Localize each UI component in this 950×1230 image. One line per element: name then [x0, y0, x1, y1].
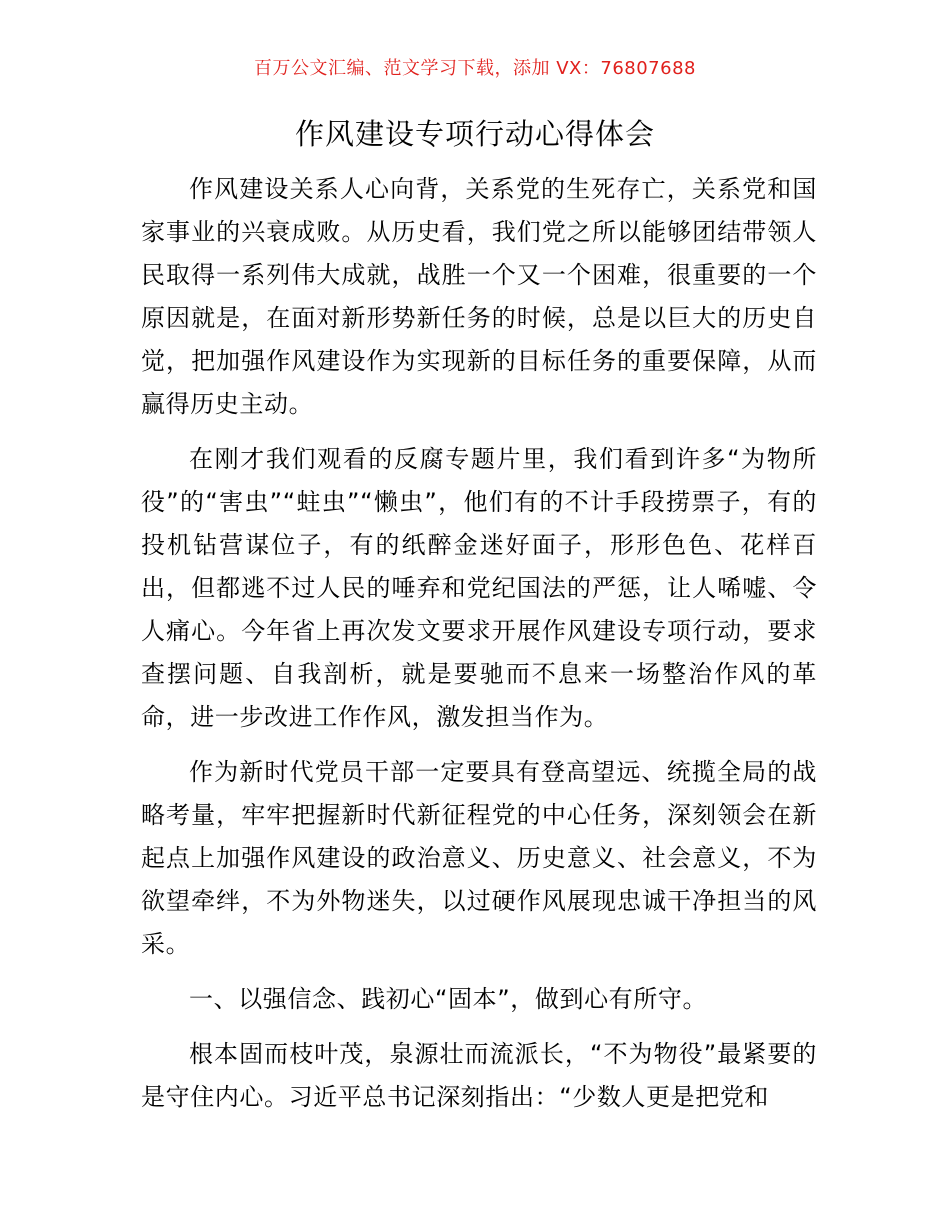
- paragraph: 作为新时代党员干部一定要具有登高望远、统揽全局的战略考量，牢牢把握新时代新征程党的中心任务，深刻领会在新起点上加强作风建设的政治意义、历史意义、社会意义，不为欲望牵绊，不为外物迷失，以过硬作风展现忠诚干净担当的风采。: [141, 758, 817, 958]
- document-body: [141, 168, 817, 1131]
- paragraph: 在刚才我们观看的反腐专题片里，我们看到许多“为物所役”的“害虫”“蛀虫”“懒虫”，他们有的不计手段捞票子，有的投机钻营谋位子，有的纸醉金迷好面子，形形色色、花样百出，但都逃不过人民的唾弃和党纪国法的严惩，让人唏嘘、令人痛心。今年省上再次发文要求开展作风建设专项行动，要求查摆问题、自我剖析，就是要驰而不息来一场整治作风的革命，进一步改进工作作风，激发担当作为。: [141, 445, 817, 731]
- section-heading: 一、以强信念、践初心“固本”，做到心有所守。: [189, 985, 708, 1013]
- paragraph: 根本固而枝叶茂，泉源壮而流派长，“不为物役”最紧要的是守住内心。习近平总书记深刻指出：“少数人更是把党和: [141, 1040, 817, 1111]
- paragraph: 作风建设关系人心向背，关系党的生死存亡，关系党和国家事业的兴衰成败。从历史看，我们党之所以能够团结带领人民取得一系列伟大成就，战胜一个又一个困难，很重要的一个原因就是，在面对新形势新任务的时候，总是以巨大的历史自觉，把加强作风建设作为实现新的目标任务的重要保障，从而赢得历史主动。: [141, 175, 817, 418]
- document-title: 作风建设专项行动心得体会: [294, 117, 655, 151]
- watermark-header: 百万公文汇编、范文学习下载，添加 VX：76807688: [254, 58, 696, 79]
